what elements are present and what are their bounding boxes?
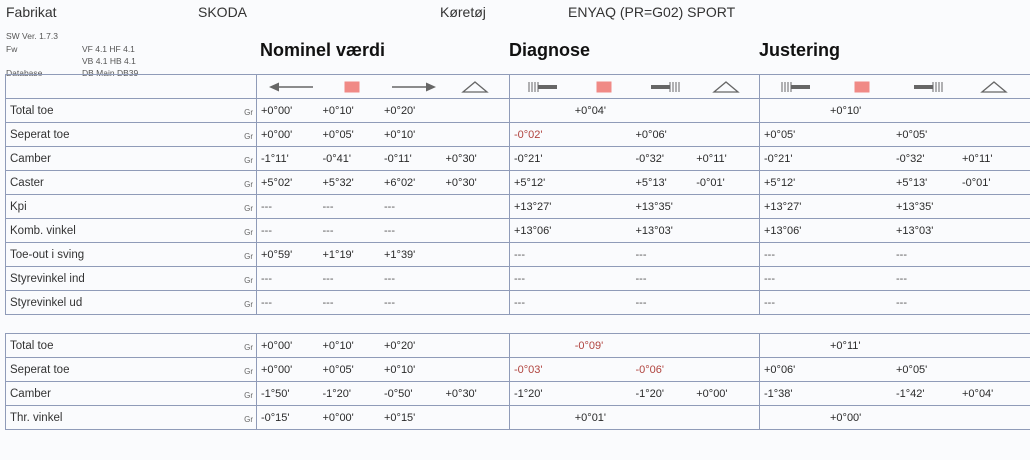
- unit-label: Gr: [244, 390, 253, 400]
- value: +5°12': [764, 176, 796, 189]
- fw-value-1: VF 4.1 HF 4.1: [82, 44, 135, 54]
- section-title-diagnose: Diagnose: [509, 40, 591, 60]
- unit-label: Gr: [244, 366, 253, 376]
- row-label-cell: [6, 147, 257, 171]
- row-label-cell: [6, 243, 257, 267]
- arrow-left-icon: [267, 81, 315, 93]
- value: +0°00': [261, 363, 293, 376]
- nom-values-cell: [257, 406, 510, 430]
- row-label-cell: [6, 382, 257, 406]
- value: -0°21': [514, 152, 543, 165]
- value: +0°10': [322, 339, 354, 352]
- row-label: Toe-out i sving: [10, 248, 85, 261]
- value: -0°32': [896, 152, 925, 165]
- value: +0°10': [384, 128, 416, 141]
- value: +0°20': [384, 104, 416, 117]
- value: ---: [896, 296, 907, 309]
- just-values-cell: [760, 291, 1030, 315]
- unit-label: Gr: [244, 275, 253, 285]
- fw-value-2: VB 4.1 HB 4.1: [82, 56, 136, 66]
- row-label: Thr. vinkel: [10, 411, 63, 424]
- icon-header-row: [6, 75, 1030, 99]
- value: ---: [322, 200, 334, 213]
- table-row: [6, 406, 1030, 430]
- row-label-cell: [6, 123, 257, 147]
- unit-label: Gr: [244, 251, 253, 261]
- value: +0°15': [384, 411, 416, 424]
- unit-label: Gr: [244, 414, 253, 424]
- diag-values-cell: [510, 219, 760, 243]
- diag-values-cell: [510, 195, 760, 219]
- value: -0°21': [764, 152, 793, 165]
- value: ---: [384, 200, 395, 213]
- diag-values-cell: [510, 382, 760, 406]
- nom-values-cell: [257, 334, 510, 358]
- diag-values-cell: [510, 358, 760, 382]
- value: ---: [384, 272, 395, 285]
- value: +0°00': [261, 104, 293, 117]
- row-label-cell: [6, 358, 257, 382]
- unit-label: Gr: [244, 342, 253, 352]
- nom-values-cell: [257, 171, 510, 195]
- value: ---: [635, 272, 647, 285]
- value: -0°01': [696, 176, 725, 189]
- nom-values-cell: [257, 243, 510, 267]
- triangle-icon: [712, 80, 740, 94]
- value: +1°19': [322, 248, 354, 261]
- value: -0°15': [261, 411, 290, 424]
- row-label: Camber: [10, 152, 51, 165]
- value: +0°30': [445, 152, 477, 165]
- diag-values-cell: [510, 123, 760, 147]
- table-row: [6, 382, 1030, 406]
- value: -0°06': [635, 363, 665, 376]
- value: +0°04': [962, 387, 994, 400]
- just-values-cell: [760, 382, 1030, 406]
- value: -1°42': [896, 387, 925, 400]
- value: ---: [261, 296, 272, 309]
- alignment-table-rear: [5, 333, 1030, 430]
- axle-right-icon: [650, 81, 680, 93]
- diagnose-icons-cell: [510, 75, 760, 99]
- row-label: Styrevinkel ud: [10, 296, 83, 309]
- value: +13°35': [896, 200, 934, 213]
- value: +13°06': [514, 224, 552, 237]
- value: ---: [896, 248, 907, 261]
- just-values-cell: [760, 267, 1030, 291]
- red-square-icon: [854, 81, 870, 93]
- value: -0°03': [514, 363, 543, 376]
- table-row: [6, 195, 1030, 219]
- unit-label: Gr: [244, 299, 253, 309]
- value: +5°32': [322, 176, 354, 189]
- value: ---: [764, 296, 775, 309]
- row-label: Total toe: [10, 104, 54, 117]
- just-values-cell: [760, 406, 1030, 430]
- unit-label: Gr: [244, 203, 253, 213]
- triangle-icon: [980, 80, 1008, 94]
- value: -0°11': [384, 152, 412, 165]
- table-row: [6, 334, 1030, 358]
- value: +0°00': [261, 339, 293, 352]
- just-values-cell: [760, 195, 1030, 219]
- just-values-cell: [760, 123, 1030, 147]
- row-label: Komb. vinkel: [10, 224, 76, 237]
- value: +1°39': [384, 248, 416, 261]
- value: -1°11': [261, 152, 289, 165]
- just-values-cell: [760, 147, 1030, 171]
- value: -1°20': [635, 387, 665, 400]
- arrow-right-icon: [390, 81, 438, 93]
- nom-values-cell: [257, 358, 510, 382]
- nom-values-cell: [257, 99, 510, 123]
- table-row: [6, 171, 1030, 195]
- row-label: Camber: [10, 387, 51, 400]
- value: -0°09': [574, 339, 604, 352]
- value: +0°00': [261, 128, 293, 141]
- table-row: [6, 99, 1030, 123]
- just-values-cell: [760, 171, 1030, 195]
- nom-values-cell: [257, 267, 510, 291]
- table-row: [6, 147, 1030, 171]
- value: +5°13': [635, 176, 667, 189]
- unit-label: Gr: [244, 107, 253, 117]
- unit-label: Gr: [244, 179, 253, 189]
- table-row: [6, 291, 1030, 315]
- value: ---: [514, 248, 525, 261]
- row-label-cell: [6, 99, 257, 123]
- value: ---: [384, 224, 395, 237]
- value: +5°02': [261, 176, 293, 189]
- section-title-justering: Justering: [759, 40, 841, 60]
- nominal-icons-cell: [257, 75, 510, 99]
- axle-left-icon: [528, 81, 558, 93]
- value: +0°05': [322, 128, 354, 141]
- row-label-cell: [6, 195, 257, 219]
- value: +0°00': [322, 411, 354, 424]
- diag-values-cell: [510, 171, 760, 195]
- diag-values-cell: [510, 334, 760, 358]
- value: -0°50': [384, 387, 413, 400]
- value: +13°27': [514, 200, 552, 213]
- diag-values-cell: [510, 99, 760, 123]
- row-label-cell: [6, 171, 257, 195]
- value: ---: [635, 248, 647, 261]
- value: +0°10': [322, 104, 354, 117]
- red-square-icon: [344, 81, 360, 93]
- section-title-nominal: Nominel værdi: [260, 40, 386, 60]
- value: +5°12': [514, 176, 546, 189]
- just-values-cell: [760, 219, 1030, 243]
- value: -0°41': [322, 152, 352, 165]
- fabrikat-label: Fabrikat: [6, 4, 57, 20]
- value: ---: [635, 296, 647, 309]
- value: +0°05': [764, 128, 796, 141]
- value: -1°38': [764, 387, 793, 400]
- vehicle-label: Køretøj: [440, 4, 486, 20]
- value: +0°01': [574, 411, 607, 424]
- nom-values-cell: [257, 291, 510, 315]
- nom-values-cell: [257, 195, 510, 219]
- nom-values-cell: [257, 147, 510, 171]
- vehicle-value: ENYAQ (PR=G02) SPORT: [568, 4, 736, 20]
- just-values-cell: [760, 334, 1030, 358]
- value: +6°02': [384, 176, 416, 189]
- row-label-cell: [6, 219, 257, 243]
- value: ---: [322, 272, 334, 285]
- value: ---: [896, 272, 907, 285]
- justering-icons-cell: [760, 75, 1030, 99]
- value: +13°06': [764, 224, 802, 237]
- value: +0°30': [445, 176, 477, 189]
- value: ---: [322, 224, 334, 237]
- value: -0°01': [962, 176, 991, 189]
- just-values-cell: [760, 358, 1030, 382]
- value: ---: [261, 224, 272, 237]
- value: +0°30': [445, 387, 477, 400]
- unit-label: Gr: [244, 155, 253, 165]
- nom-values-cell: [257, 219, 510, 243]
- value: +0°00': [696, 387, 728, 400]
- row-label-cell: [6, 334, 257, 358]
- value: -1°20': [322, 387, 352, 400]
- value: ---: [514, 272, 525, 285]
- table-row: [6, 358, 1030, 382]
- row-label: Seperat toe: [10, 363, 70, 376]
- value: +13°03': [896, 224, 934, 237]
- row-label: Styrevinkel ind: [10, 272, 85, 285]
- row-label: Kpi: [10, 200, 27, 213]
- fabrikat-value: SKODA: [198, 4, 248, 20]
- value: ---: [261, 200, 272, 213]
- value: +0°20': [384, 339, 416, 352]
- value: +0°11': [696, 152, 727, 165]
- value: -0°02': [514, 128, 543, 141]
- value: +0°59': [261, 248, 293, 261]
- value: +13°27': [764, 200, 802, 213]
- value: +0°10': [830, 104, 862, 117]
- table-row: [6, 123, 1030, 147]
- value: -1°50': [261, 387, 290, 400]
- sw-version: SW Ver. 1.7.3: [6, 31, 58, 41]
- just-values-cell: [760, 243, 1030, 267]
- value: +13°35': [635, 200, 673, 213]
- row-label-cell: [6, 267, 257, 291]
- axle-right-icon: [913, 81, 943, 93]
- value: +0°05': [896, 363, 928, 376]
- triangle-icon: [461, 80, 489, 94]
- diag-values-cell: [510, 147, 760, 171]
- diag-values-cell: [510, 291, 760, 315]
- value: ---: [322, 296, 334, 309]
- value: +13°03': [635, 224, 673, 237]
- value: ---: [514, 296, 525, 309]
- axle-left-icon: [781, 81, 811, 93]
- table-row: [6, 267, 1030, 291]
- row-label: Seperat toe: [10, 128, 70, 141]
- database-value: DB Main DB39: [82, 68, 139, 78]
- value: +0°05': [322, 363, 354, 376]
- row-label-cell: [6, 291, 257, 315]
- nom-values-cell: [257, 123, 510, 147]
- table-row: [6, 219, 1030, 243]
- diag-values-cell: [510, 267, 760, 291]
- diag-values-cell: [510, 406, 760, 430]
- fw-label: Fw: [6, 44, 18, 54]
- value: +0°11': [962, 152, 993, 165]
- row-label-cell: [6, 406, 257, 430]
- unit-label: Gr: [244, 227, 253, 237]
- value: ---: [764, 272, 775, 285]
- value: +0°10': [384, 363, 416, 376]
- diag-values-cell: [510, 243, 760, 267]
- table-row: [6, 243, 1030, 267]
- alignment-table-front: [5, 74, 1030, 315]
- value: +0°00': [830, 411, 862, 424]
- unit-label: Gr: [244, 131, 253, 141]
- value: ---: [261, 272, 272, 285]
- value: +0°06': [764, 363, 796, 376]
- value: +0°05': [896, 128, 928, 141]
- value: +0°11': [830, 339, 861, 352]
- value: +5°13': [896, 176, 928, 189]
- blank-cell: [6, 75, 257, 99]
- value: -0°32': [635, 152, 665, 165]
- database-label: Database: [6, 68, 43, 78]
- value: +0°06': [635, 128, 667, 141]
- row-label: Caster: [10, 176, 44, 189]
- value: +0°04': [574, 104, 607, 117]
- nom-values-cell: [257, 382, 510, 406]
- value: -1°20': [514, 387, 543, 400]
- red-square-icon: [596, 81, 612, 93]
- row-label: Total toe: [10, 339, 54, 352]
- just-values-cell: [760, 99, 1030, 123]
- value: ---: [764, 248, 775, 261]
- value: ---: [384, 296, 395, 309]
